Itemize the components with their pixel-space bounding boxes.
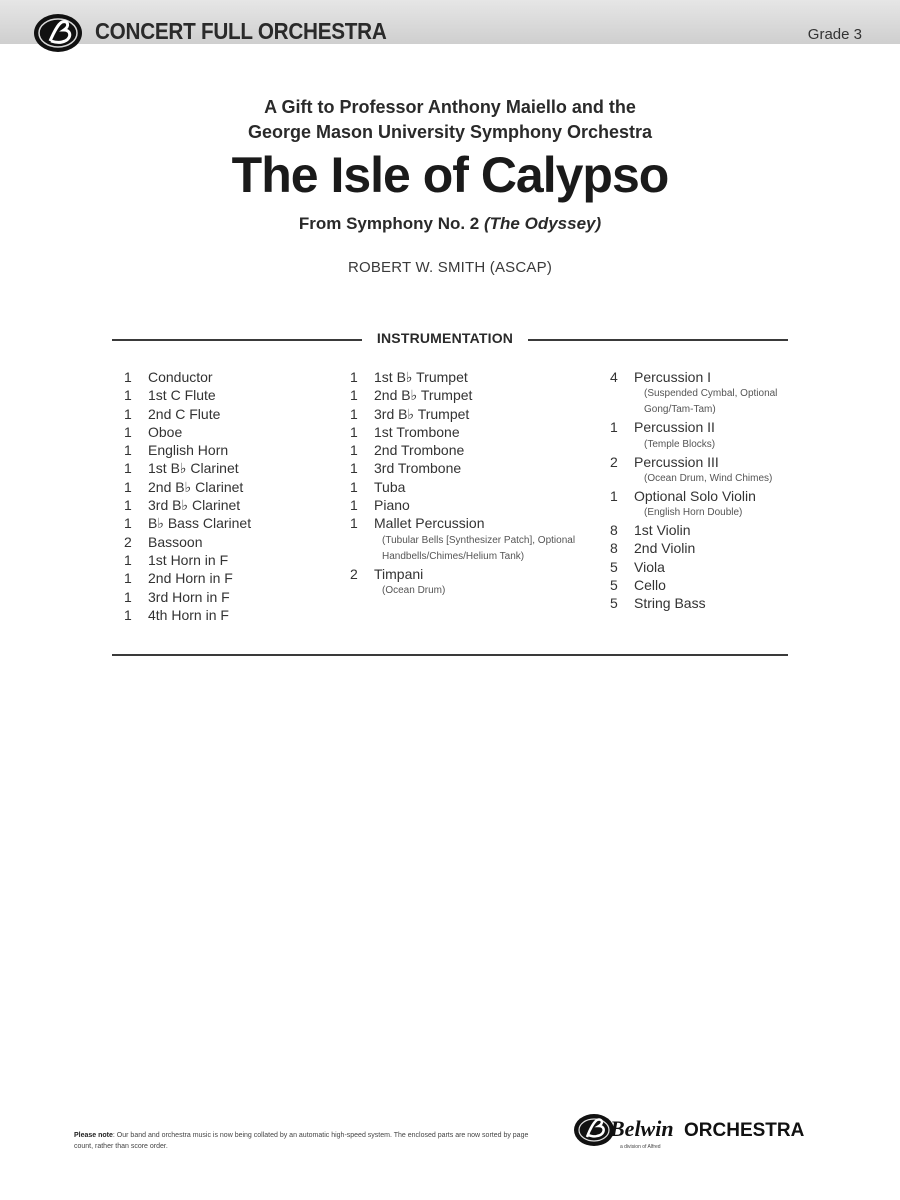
instrument-item bbox=[350, 514, 595, 564]
instrument-name: 2nd C Flute bbox=[148, 405, 221, 422]
part-quantity: 5 bbox=[610, 595, 618, 612]
instrument-entry bbox=[148, 606, 344, 624]
instrument-item bbox=[350, 459, 595, 477]
instrument-item bbox=[124, 478, 344, 496]
instrument-entry bbox=[374, 386, 595, 404]
note-text: : Our band and orchestra music is now being collated by an automatic high-speed system. The enclosed parts are now sorted by page count, rather than score order. bbox=[74, 1132, 529, 1150]
part-quantity: 4 bbox=[610, 369, 618, 385]
instrument-item bbox=[610, 368, 810, 418]
instrument-item bbox=[124, 496, 344, 514]
instrument-item bbox=[610, 558, 810, 576]
instrument-item bbox=[610, 418, 810, 452]
piece-subtitle bbox=[0, 214, 900, 234]
instrument-name: Viola bbox=[634, 558, 665, 575]
instrument-item bbox=[124, 533, 344, 551]
instrument-name: String Bass bbox=[634, 595, 706, 612]
series-header-band bbox=[0, 0, 900, 44]
instrument-item bbox=[610, 487, 810, 521]
part-quantity: 1 bbox=[350, 405, 358, 422]
instrument-name: 2nd B♭ Trumpet bbox=[374, 387, 473, 404]
instrument-item bbox=[350, 565, 595, 599]
instrument-name: Mallet Percussion bbox=[374, 515, 485, 532]
part-quantity: 8 bbox=[610, 522, 618, 539]
series-title: CONCERT FULL ORCHESTRA bbox=[95, 18, 387, 44]
instrument-name: 3rd B♭ Clarinet bbox=[148, 497, 241, 514]
instrument-entry bbox=[634, 558, 810, 576]
part-quantity: 1 bbox=[124, 460, 132, 477]
instrument-entry bbox=[374, 441, 595, 459]
instrument-name: Oboe bbox=[148, 423, 183, 440]
brand-tagline-text: a division of Alfred bbox=[620, 1144, 661, 1150]
instrument-entry bbox=[148, 533, 344, 551]
instrument-entry bbox=[148, 551, 344, 569]
instrument-item bbox=[124, 459, 344, 477]
divider-left bbox=[112, 339, 362, 341]
instrument-entry bbox=[148, 569, 344, 587]
dedication-line-1: A Gift to Professor Anthony Maiello and the bbox=[264, 97, 636, 117]
instrument-note: (English Horn Double) bbox=[644, 507, 743, 519]
instrument-item bbox=[350, 496, 595, 514]
part-quantity: 1 bbox=[124, 497, 132, 514]
instrument-entry bbox=[148, 478, 344, 496]
instrument-entry bbox=[634, 576, 810, 594]
instrument-entry bbox=[374, 478, 595, 496]
part-quantity: 1 bbox=[124, 442, 132, 459]
instrument-name: Optional Solo Violin bbox=[634, 487, 756, 504]
instrument-name: 1st Horn in F bbox=[148, 551, 229, 568]
instrument-name: 2nd Horn in F bbox=[148, 570, 233, 587]
composer-credit: ROBERT W. SMITH (ASCAP) bbox=[347, 259, 553, 276]
grade-label: Grade 3 bbox=[807, 26, 862, 43]
instrument-entry bbox=[634, 487, 810, 521]
instrument-item bbox=[124, 423, 344, 441]
instrument-entry bbox=[148, 405, 344, 423]
instrument-name: 2nd Violin bbox=[634, 540, 696, 557]
instrumentation-column-2 bbox=[350, 368, 595, 599]
instrument-item bbox=[124, 441, 344, 459]
instrument-name: 2nd B♭ Clarinet bbox=[148, 478, 244, 495]
instrument-note: (Temple Blocks) bbox=[644, 438, 716, 450]
instrument-entry bbox=[148, 459, 344, 477]
instrument-entry bbox=[634, 453, 810, 487]
part-quantity: 1 bbox=[124, 369, 132, 385]
instrument-item bbox=[610, 576, 810, 594]
piece-title: The Isle of Calypso bbox=[231, 147, 669, 203]
instrument-entry bbox=[148, 496, 344, 514]
instrument-name: Percussion III bbox=[634, 453, 719, 470]
part-quantity: 1 bbox=[350, 369, 358, 385]
instrument-entry bbox=[374, 565, 595, 599]
instrument-note: (Tubular Bells [Synthesizer Patch], Optional Handbells/Chimes/Helium Tank) bbox=[382, 534, 576, 562]
instrument-name: Piano bbox=[374, 497, 410, 514]
belwin-orchestra-logo bbox=[572, 1108, 832, 1156]
part-quantity: 1 bbox=[124, 606, 132, 623]
instrument-entry bbox=[634, 418, 810, 452]
part-quantity: 1 bbox=[124, 588, 132, 605]
part-quantity: 1 bbox=[350, 478, 358, 495]
subtitle-italic: (The Odyssey) bbox=[483, 214, 602, 233]
part-quantity: 1 bbox=[350, 515, 358, 532]
instrument-entry bbox=[634, 521, 810, 539]
part-quantity: 1 bbox=[124, 515, 132, 532]
instrumentation-column-1 bbox=[124, 368, 344, 624]
instrument-item bbox=[350, 441, 595, 459]
instrument-note: (Suspended Cymbal, Optional Gong/Tam-Tam) bbox=[644, 388, 778, 416]
instrument-entry bbox=[148, 368, 344, 386]
instrument-name: 1st Violin bbox=[634, 522, 691, 539]
dedication-line-2: George Mason University Symphony Orchestra bbox=[247, 122, 653, 142]
part-quantity: 1 bbox=[350, 460, 358, 477]
instrument-name: Percussion II bbox=[634, 419, 715, 436]
divider-right bbox=[528, 339, 788, 341]
part-quantity: 1 bbox=[610, 419, 618, 436]
brand-suffix-text: ORCHESTRA bbox=[684, 1120, 805, 1141]
part-quantity: 2 bbox=[124, 533, 132, 550]
part-quantity: 1 bbox=[124, 405, 132, 422]
instrument-entry bbox=[148, 423, 344, 441]
instrument-name: Bassoon bbox=[148, 533, 203, 550]
part-quantity: 1 bbox=[124, 551, 132, 568]
instrument-note: (Ocean Drum) bbox=[382, 584, 446, 596]
part-quantity: 1 bbox=[350, 442, 358, 459]
instrument-name: Tuba bbox=[374, 478, 406, 495]
instrumentation-heading: INSTRUMENTATION bbox=[376, 330, 514, 346]
instrument-item bbox=[610, 521, 810, 539]
instrument-name: 3rd Trombone bbox=[374, 460, 462, 477]
instrument-item bbox=[350, 423, 595, 441]
instrument-entry bbox=[634, 368, 810, 418]
instrument-note: (Ocean Drum, Wind Chimes) bbox=[644, 472, 773, 484]
part-quantity: 5 bbox=[610, 577, 618, 594]
instrument-item bbox=[610, 539, 810, 557]
instrument-name: 1st C Flute bbox=[148, 387, 216, 404]
instrument-entry bbox=[148, 386, 344, 404]
subtitle-prefix: From Symphony No. 2 bbox=[298, 214, 484, 233]
instrumentation-column-3 bbox=[610, 368, 810, 613]
instrument-name: Percussion I bbox=[634, 369, 712, 385]
instrument-name: 1st B♭ Clarinet bbox=[148, 460, 239, 477]
instrument-entry bbox=[374, 368, 595, 386]
instrument-name: 2nd Trombone bbox=[374, 442, 465, 459]
instrument-item bbox=[610, 453, 810, 487]
part-quantity: 1 bbox=[350, 423, 358, 440]
instrument-entry bbox=[148, 514, 344, 532]
instrument-entry bbox=[374, 514, 595, 564]
divider-bottom bbox=[112, 654, 788, 656]
part-quantity: 2 bbox=[350, 565, 358, 582]
part-quantity: 1 bbox=[124, 478, 132, 495]
instrument-entry bbox=[374, 496, 595, 514]
collation-note bbox=[74, 1130, 534, 1152]
instrument-entry bbox=[148, 441, 344, 459]
belwin-b-emblem-icon bbox=[574, 1114, 614, 1146]
instrument-name: English Horn bbox=[148, 442, 229, 459]
instrument-name: Timpani bbox=[374, 565, 424, 582]
instrument-item bbox=[124, 569, 344, 587]
instrument-item bbox=[350, 368, 595, 386]
instrument-item bbox=[124, 514, 344, 532]
part-quantity: 1 bbox=[124, 423, 132, 440]
belwin-b-emblem-icon bbox=[32, 12, 84, 54]
part-quantity: 1 bbox=[124, 387, 132, 404]
instrument-name: 3rd Horn in F bbox=[148, 588, 230, 605]
part-quantity: 5 bbox=[610, 558, 618, 575]
instrument-name: 1st B♭ Trumpet bbox=[374, 369, 468, 385]
instrument-item bbox=[124, 551, 344, 569]
part-quantity: 1 bbox=[350, 387, 358, 404]
instrument-item bbox=[350, 478, 595, 496]
instrument-item bbox=[124, 405, 344, 423]
instrument-name: 4th Horn in F bbox=[148, 606, 229, 623]
instrument-name: B♭ Bass Clarinet bbox=[148, 515, 252, 532]
instrument-item bbox=[350, 405, 595, 423]
instrument-item bbox=[350, 386, 595, 404]
instrument-entry bbox=[374, 459, 595, 477]
part-quantity: 1 bbox=[350, 497, 358, 514]
instrument-item bbox=[610, 594, 810, 612]
part-quantity: 2 bbox=[610, 453, 618, 470]
note-label: Please note bbox=[74, 1132, 113, 1139]
part-quantity: 1 bbox=[124, 570, 132, 587]
part-quantity: 1 bbox=[610, 487, 618, 504]
instrument-name: Cello bbox=[634, 577, 666, 594]
instrument-item bbox=[124, 606, 344, 624]
instrument-entry bbox=[374, 423, 595, 441]
instrument-item bbox=[124, 368, 344, 386]
instrument-entry bbox=[148, 588, 344, 606]
part-quantity: 8 bbox=[610, 540, 618, 557]
instrument-entry bbox=[634, 594, 810, 612]
instrument-entry bbox=[374, 405, 595, 423]
instrument-entry bbox=[634, 539, 810, 557]
instrument-item bbox=[124, 588, 344, 606]
instrument-name: Conductor bbox=[148, 369, 213, 385]
instrument-item bbox=[124, 386, 344, 404]
instrument-name: 3rd B♭ Trumpet bbox=[374, 405, 470, 422]
instrument-name: 1st Trombone bbox=[374, 423, 460, 440]
belwin-brand-text: Belwin bbox=[610, 1116, 674, 1141]
